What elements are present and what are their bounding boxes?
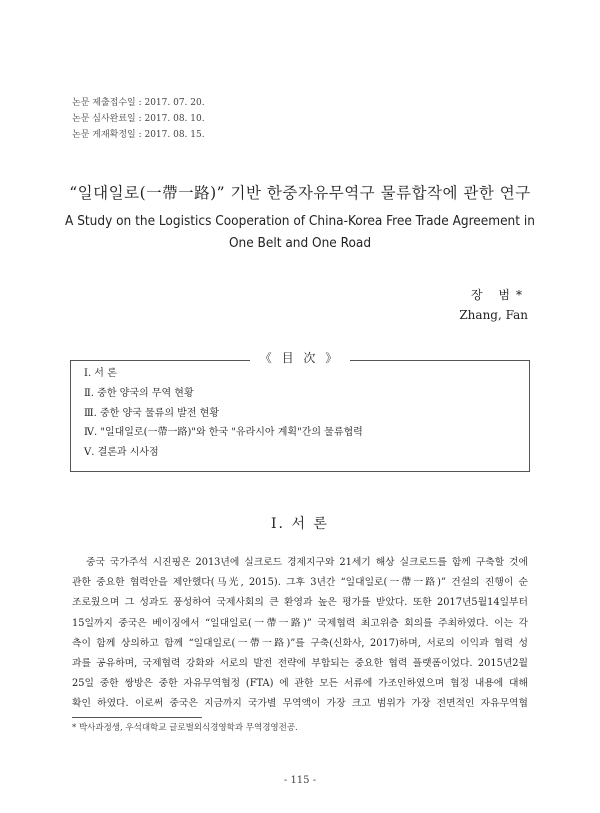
title-english xyxy=(60,210,540,254)
page-number: - 115 - xyxy=(283,775,317,786)
toc-item: Ⅱ. 중한 양국의 무역 현황 xyxy=(84,387,194,399)
table-of-contents-list xyxy=(84,364,363,463)
author-english: Zhang, Fan xyxy=(459,308,528,322)
toc-heading-text: 《 目 次 》 xyxy=(250,351,350,365)
toc-item: Ⅲ. 중한 양국 물류의 발전 현황 xyxy=(84,407,219,419)
body-line: 25일 중한 쌍방은 중한 자유무역협정 (FTA) 에 관한 모든 서류에 가조인하였으며 협정 내용에 대해 xyxy=(72,678,528,690)
toc-item: Ⅳ. "일대일로(一帶一路)"와 한국 "유라시아 계획"간의 물류협력 xyxy=(84,427,363,439)
submission-dates xyxy=(72,95,205,143)
date-accepted: 논문 게재확정일 : 2017. 08. 15. xyxy=(72,130,205,140)
author-korean: 장 범* xyxy=(471,288,528,302)
title-korean: “일대일로(一帶一路)” 기반 한중자유무역구 물류합작에 관한 연구 xyxy=(69,184,531,202)
date-reviewed: 논문 심사완료일 : 2017. 08. 10. xyxy=(72,114,205,124)
title-english-line-1: A Study on the Logistics Cooperation of China-Korea Free Trade Agreement in xyxy=(65,213,535,229)
footnote: * 박사과정생, 우석대학교 글로벌외식경영학과 무역경영전공. xyxy=(72,723,298,733)
body-line: 측이 함께 상의하고 함께 “일대일로(一帶一路)”를 구축(신화사, 2017)하며, 서로의 이익과 협력 성 xyxy=(72,637,528,649)
body-paragraph xyxy=(72,553,528,715)
title-english-line-2: One Belt and One Road xyxy=(228,235,372,251)
footnote-divider xyxy=(72,717,202,718)
date-submitted: 논문 제출접수일 : 2017. 07. 20. xyxy=(72,98,205,108)
toc-item: Ⅰ. 서 론 xyxy=(84,368,117,379)
author-block xyxy=(459,285,528,325)
body-line: 조로웠으며 그 성과도 풍성하여 국제사회의 큰 환영과 높은 평가를 받았다. 또한 2017년5월14일부터 xyxy=(72,597,528,609)
body-line: 관한 중요한 협력안을 제안했다(马光, 2015). 그후 3년간 “일대일로(一帶一路)” 건설의 진행이 순 xyxy=(72,577,528,589)
body-line: 과를 공유하며, 국제협력 강화와 서로의 발전 전략에 부합되는 중요한 협력 플랫폼이었다. 2015년2월 xyxy=(72,658,528,670)
toc-item: Ⅴ. 결론과 시사점 xyxy=(84,447,159,459)
body-line: 15일까지 중국은 베이징에서 “일대일로(一帶一路)” 국제협력 최고위층 회의를 주최하였다. 이는 각 xyxy=(72,617,528,629)
body-line: 중국 국가주석 시진핑은 2013년에 실크로드 경제지구와 21세기 해상 실크로드를 함께 구축할 것에 xyxy=(86,557,528,568)
body-line: 확인 하였다. 이로써 중국은 지금까지 국가별 무역액이 가장 크고 범위가 가장 전면적인 자유무역협 xyxy=(72,698,528,710)
section-heading: Ⅰ. 서 론 xyxy=(271,516,329,532)
